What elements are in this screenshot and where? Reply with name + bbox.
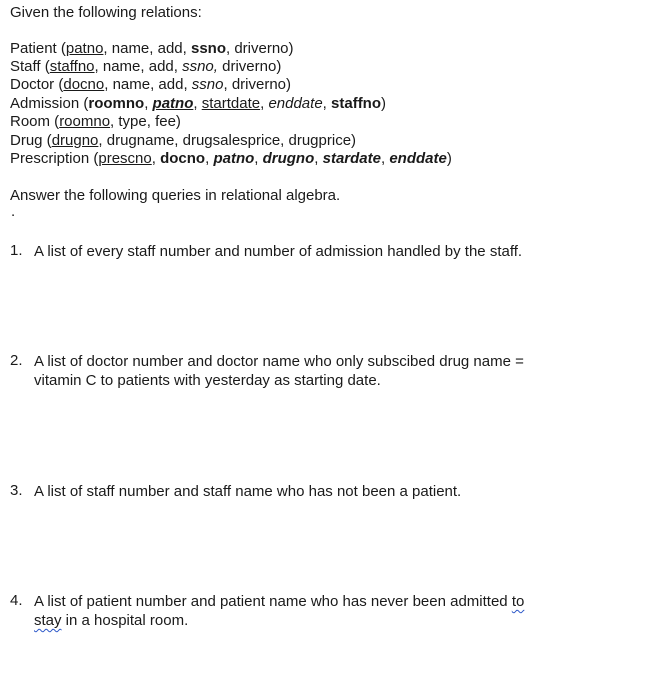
- grammar-flag-stay[interactable]: stay: [34, 612, 62, 629]
- question-number-1: 1.: [10, 242, 23, 259]
- question-2-line-2: vitamin C to patients with yesterday as starting date.: [34, 372, 381, 389]
- relation-staff: Staff (staffno, name, add, ssno, driverno): [10, 58, 282, 75]
- question-4-pre: A list of patient number and patient name who has never been admitted: [34, 593, 512, 610]
- foreign-key: ssno: [191, 76, 224, 93]
- primary-key-roomno: roomno: [88, 95, 145, 112]
- question-text-4: [34, 592, 594, 630]
- relation-room: Room (roomno, type, fee): [10, 113, 181, 130]
- attribute-enddate: enddate: [389, 150, 447, 167]
- relation-name: Admission: [10, 95, 80, 112]
- question-text-3: A list of staff number and staff name who has not been a patient.: [34, 483, 462, 500]
- question-number-4: 4.: [10, 592, 23, 609]
- attributes: , name, add,: [104, 76, 192, 93]
- attributes: , name, add,: [103, 40, 191, 57]
- attribute-stardate: stardate: [322, 150, 381, 167]
- foreign-key: ssno: [190, 40, 226, 57]
- attributes-tail: , driverno): [226, 40, 294, 57]
- relation-name: Room: [10, 113, 51, 130]
- foreign-key-patno: patno: [213, 150, 255, 167]
- primary-key: prescno: [98, 150, 152, 167]
- question-text-2: [34, 352, 594, 390]
- question-number-2: 2.: [10, 352, 23, 369]
- stray-dot: .: [11, 203, 16, 220]
- foreign-key-drugno: drugno: [262, 150, 315, 167]
- attributes: , type, fee): [110, 113, 181, 130]
- attributes: , name, add,: [94, 58, 183, 75]
- question-4-post: in a hospital room.: [61, 612, 189, 629]
- primary-key: drugno: [51, 132, 99, 149]
- relation-doctor: Doctor (docno, name, add, ssno, driverno): [10, 76, 292, 93]
- instruction-text: Answer the following queries in relational algebra.: [10, 187, 341, 204]
- grammar-flag-to[interactable]: to: [511, 593, 525, 610]
- primary-key: docno: [63, 76, 105, 93]
- primary-key-patno: patno: [152, 95, 194, 112]
- relation-name: Prescription: [10, 150, 90, 167]
- primary-key: roomno: [59, 113, 111, 130]
- primary-key: patno: [65, 40, 104, 57]
- relation-name: Patient: [10, 40, 57, 57]
- question-text-1: A list of every staff number and number of admission handled by the staff.: [34, 243, 523, 260]
- foreign-key-docno: docno: [160, 150, 206, 167]
- attributes: , drugname, drugsalesprice, drugprice): [98, 132, 357, 149]
- foreign-key: ssno,: [182, 58, 218, 75]
- relation-admission: Admission (roomno, patno, startdate, enddate, staffno): [10, 95, 387, 112]
- primary-key-startdate: startdate: [201, 95, 261, 112]
- primary-key: staffno: [49, 58, 95, 75]
- question-2-line-1: A list of doctor number and doctor name who only subscibed drug name =: [34, 353, 524, 370]
- relation-patient: Patient (patno, name, add, ssno, driverno): [10, 40, 294, 57]
- attribute-enddate: enddate: [268, 95, 323, 112]
- relation-name: Drug: [10, 132, 43, 149]
- question-number-3: 3.: [10, 482, 23, 499]
- relation-prescription: Prescription (prescno, docno, patno, drugno, stardate, enddate): [10, 150, 452, 167]
- attributes-tail: driverno): [217, 58, 282, 75]
- attributes-tail: , driverno): [223, 76, 292, 93]
- relation-name: Doctor: [10, 76, 55, 93]
- relation-name: Staff: [10, 58, 41, 75]
- intro-text: Given the following relations:: [10, 4, 202, 21]
- foreign-key-staffno: staffno: [331, 95, 382, 112]
- relation-drug: Drug (drugno, drugname, drugsalesprice, drugprice): [10, 132, 357, 149]
